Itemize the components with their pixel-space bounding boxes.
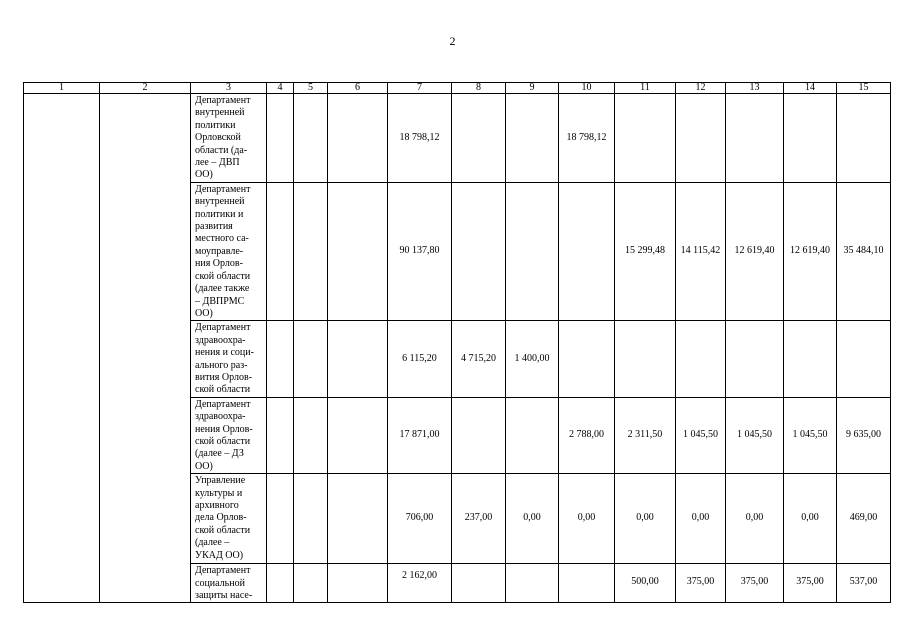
cell-col13 xyxy=(726,94,784,183)
cell-col11: 0,00 xyxy=(615,474,676,564)
header-cell: 15 xyxy=(837,83,891,94)
cell-col5 xyxy=(294,182,328,320)
cell-col6 xyxy=(328,321,388,397)
cell-col6 xyxy=(328,182,388,320)
cell-col8: 4 715,20 xyxy=(452,321,506,397)
page-number: 2 xyxy=(449,34,456,48)
cell-col7: 90 137,80 xyxy=(388,182,452,320)
cell-col10: 18 798,12 xyxy=(559,94,615,183)
cell-col10: 2 788,00 xyxy=(559,397,615,473)
cell-col9 xyxy=(506,564,559,603)
cell-col6 xyxy=(328,474,388,564)
cell-col9: 1 400,00 xyxy=(506,321,559,397)
cell-col10: 0,00 xyxy=(559,474,615,564)
cell-col13: 1 045,50 xyxy=(726,397,784,473)
cell-col6 xyxy=(328,94,388,183)
header-cell: 9 xyxy=(506,83,559,94)
cell-col11: 2 311,50 xyxy=(615,397,676,473)
cell-col14: 12 619,40 xyxy=(784,182,837,320)
department-name: Департамент социальной защиты насе- xyxy=(191,564,267,603)
cell-col15 xyxy=(837,94,891,183)
cell-col4 xyxy=(267,182,294,320)
cell-col12 xyxy=(676,94,726,183)
cell-col11 xyxy=(615,94,676,183)
cell-col13 xyxy=(726,321,784,397)
cell-col13: 0,00 xyxy=(726,474,784,564)
cell-col4 xyxy=(267,474,294,564)
merged-cell-col2 xyxy=(100,94,191,603)
cell-col5 xyxy=(294,94,328,183)
cell-col12: 14 115,42 xyxy=(676,182,726,320)
department-name: Департамент здравоохра- нения Орлов- ской области (далее – ДЗ ОО) xyxy=(191,397,267,473)
cell-col4 xyxy=(267,397,294,473)
department-name: Департамент внутренней политики и развития местного са- моуправле- ния Орлов- ской области (далее также – ДВПРМС ОО) xyxy=(191,182,267,320)
cell-col8 xyxy=(452,397,506,473)
cell-col8: 237,00 xyxy=(452,474,506,564)
cell-col14: 375,00 xyxy=(784,564,837,603)
cell-col7: 706,00 xyxy=(388,474,452,564)
cell-col15: 537,00 xyxy=(837,564,891,603)
cell-col5 xyxy=(294,397,328,473)
header-cell: 3 xyxy=(191,83,267,94)
cell-col14: 0,00 xyxy=(784,474,837,564)
cell-col7: 18 798,12 xyxy=(388,94,452,183)
cell-col8 xyxy=(452,182,506,320)
cell-col12: 375,00 xyxy=(676,564,726,603)
cell-col9: 0,00 xyxy=(506,474,559,564)
header-cell: 1 xyxy=(24,83,100,94)
header-cell: 11 xyxy=(615,83,676,94)
cell-col14 xyxy=(784,321,837,397)
cell-col9 xyxy=(506,397,559,473)
cell-col10 xyxy=(559,564,615,603)
cell-col8 xyxy=(452,564,506,603)
table-row xyxy=(24,94,891,183)
header-cell: 10 xyxy=(559,83,615,94)
cell-col10 xyxy=(559,321,615,397)
cell-col11: 500,00 xyxy=(615,564,676,603)
header-cell: 14 xyxy=(784,83,837,94)
budget-table xyxy=(23,82,891,603)
merged-cell-col1 xyxy=(24,94,100,603)
cell-col13: 12 619,40 xyxy=(726,182,784,320)
cell-col7: 6 115,20 xyxy=(388,321,452,397)
cell-col7: 2 162,00 xyxy=(388,564,452,603)
header-cell: 5 xyxy=(294,83,328,94)
header-cell: 6 xyxy=(328,83,388,94)
cell-col6 xyxy=(328,397,388,473)
cell-col5 xyxy=(294,321,328,397)
cell-col14: 1 045,50 xyxy=(784,397,837,473)
cell-col11: 15 299,48 xyxy=(615,182,676,320)
header-cell: 13 xyxy=(726,83,784,94)
cell-col14 xyxy=(784,94,837,183)
cell-col8 xyxy=(452,94,506,183)
cell-col5 xyxy=(294,564,328,603)
department-name: Управление культуры и архивного дела Орлов- ской области (далее – УКАД ОО) xyxy=(191,474,267,564)
header-cell: 8 xyxy=(452,83,506,94)
cell-col9 xyxy=(506,94,559,183)
cell-col4 xyxy=(267,321,294,397)
cell-col11 xyxy=(615,321,676,397)
cell-col12: 0,00 xyxy=(676,474,726,564)
cell-col4 xyxy=(267,94,294,183)
cell-col4 xyxy=(267,564,294,603)
cell-col9 xyxy=(506,182,559,320)
cell-col15: 9 635,00 xyxy=(837,397,891,473)
department-name: Департамент здравоохра- нения и соци- ального раз- вития Орлов- ской области xyxy=(191,321,267,397)
header-row xyxy=(24,83,891,94)
cell-col15: 35 484,10 xyxy=(837,182,891,320)
cell-col15: 469,00 xyxy=(837,474,891,564)
cell-col10 xyxy=(559,182,615,320)
cell-col6 xyxy=(328,564,388,603)
header-cell: 7 xyxy=(388,83,452,94)
cell-col15 xyxy=(837,321,891,397)
cell-col5 xyxy=(294,474,328,564)
cell-col12 xyxy=(676,321,726,397)
department-name: Департамент внутренней политики Орловской области (да- лее – ДВП ОО) xyxy=(191,94,267,183)
header-cell: 12 xyxy=(676,83,726,94)
cell-col13: 375,00 xyxy=(726,564,784,603)
header-cell: 4 xyxy=(267,83,294,94)
cell-col12: 1 045,50 xyxy=(676,397,726,473)
header-cell: 2 xyxy=(100,83,191,94)
cell-col7: 17 871,00 xyxy=(388,397,452,473)
